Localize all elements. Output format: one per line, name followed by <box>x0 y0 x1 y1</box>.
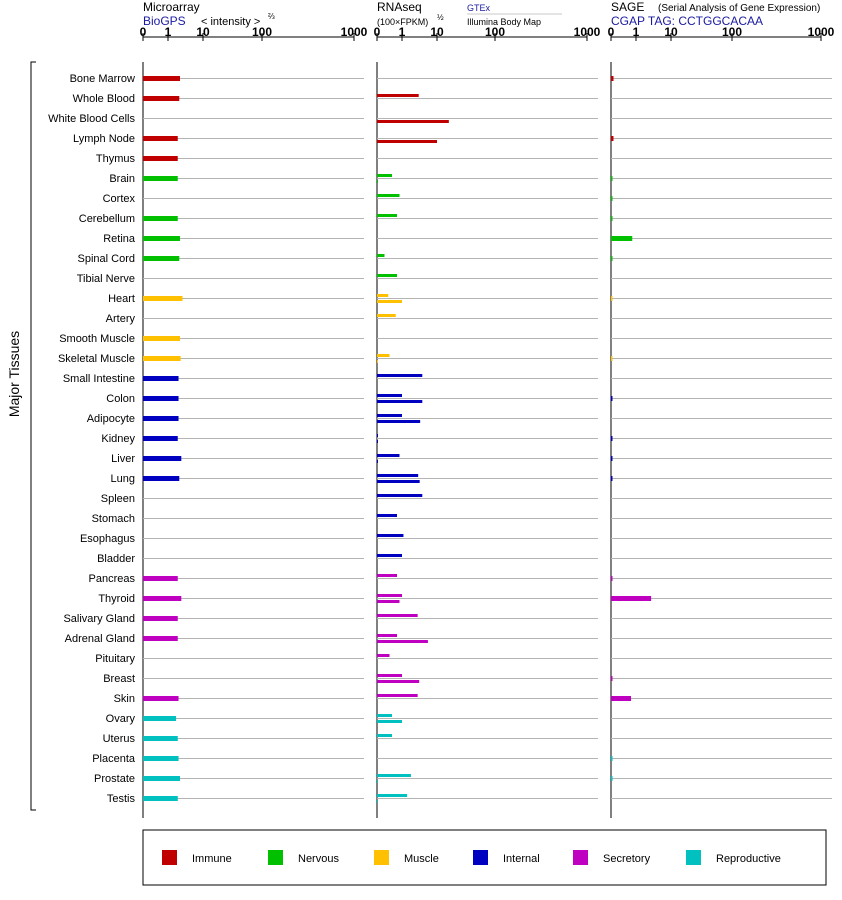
bar-gtex-ovary <box>377 714 392 717</box>
bar-microarray-adrenal-gland <box>143 636 178 641</box>
panel-title-sage: SAGE <box>611 0 645 14</box>
bar-sage-retina <box>611 236 632 241</box>
bar-sage-colon <box>611 396 613 401</box>
tissue-label-retina: Retina <box>103 233 135 245</box>
panel-unit-microarray: < intensity > <box>201 16 261 28</box>
y-axis-label: Major Tissues <box>6 330 22 418</box>
bar-ibm-skeletal-muscle <box>377 360 378 363</box>
bar-microarray-ovary <box>143 716 176 721</box>
bar-gtex-prostate <box>377 774 411 777</box>
tissue-label-heart: Heart <box>108 293 135 305</box>
legend-label-nervous: Nervous <box>298 853 339 865</box>
legend-swatch-internal <box>473 850 488 865</box>
tissue-label-testis: Testis <box>106 793 135 805</box>
axis-tick-label-microarray-1000: 1000 <box>340 25 368 39</box>
bar-microarray-adipocyte <box>143 416 179 421</box>
tissue-label-spinal-cord: Spinal Cord <box>77 253 135 265</box>
axis-tick-label-rnaseq-10: 10 <box>430 25 444 39</box>
legend-label-internal: Internal <box>503 853 540 865</box>
bar-microarray-pancreas <box>143 576 178 581</box>
tissue-label-colon: Colon <box>106 393 135 405</box>
bar-ibm-colon <box>377 400 422 403</box>
tissue-label-bladder: Bladder <box>97 553 135 565</box>
bar-microarray-smooth-muscle <box>143 336 180 341</box>
bar-sage-thyroid <box>611 596 651 601</box>
bar-microarray-prostate <box>143 776 180 781</box>
bar-microarray-retina <box>143 236 180 241</box>
bar-microarray-cerebellum <box>143 216 178 221</box>
bar-sage-brain <box>611 176 613 181</box>
bar-gtex-salivary-gland <box>377 614 418 617</box>
bar-gtex-thyroid <box>377 594 402 597</box>
tissue-label-liver: Liver <box>111 453 135 465</box>
tissue-label-bone-marrow: Bone Marrow <box>69 73 135 85</box>
bar-gtex-spinal-cord <box>377 254 385 257</box>
bar-gtex-lung <box>377 474 418 477</box>
legend-label-secretory: Secretory <box>603 853 651 865</box>
legend-swatch-secretory <box>573 850 588 865</box>
bar-ibm-adrenal-gland <box>377 640 428 643</box>
bar-ibm-testis <box>377 800 378 803</box>
legend-swatch-nervous <box>268 850 283 865</box>
bar-microarray-brain <box>143 176 178 181</box>
bar-gtex-bladder <box>377 554 402 557</box>
axis-tick-label-rnaseq-100: 100 <box>484 25 506 39</box>
bar-ibm-lung <box>377 480 420 483</box>
bar-sage-kidney <box>611 436 613 441</box>
axis-tick-label-sage-10: 10 <box>664 25 678 39</box>
tissue-label-brain: Brain <box>109 173 135 185</box>
bar-gtex-heart <box>377 294 388 297</box>
tissue-label-ovary: Ovary <box>105 713 135 725</box>
bar-gtex-testis <box>377 794 407 797</box>
axis-tick-label-sage-0: 0 <box>607 25 615 39</box>
legend-swatch-reproductive <box>686 850 701 865</box>
panel-source-cgap: CGAP TAG: CCTGGCACAA <box>611 14 764 28</box>
tissue-label-thyroid: Thyroid <box>98 593 135 605</box>
panel-unit-exp-rnaseq: ½ <box>437 13 444 22</box>
panel-source-biogps: BioGPS <box>143 14 186 28</box>
legend-swatch-muscle <box>374 850 389 865</box>
bar-microarray-liver <box>143 456 181 461</box>
y-axis-bracket <box>31 62 36 810</box>
bar-sage-bone-marrow <box>611 76 614 81</box>
bar-ibm-breast <box>377 680 419 683</box>
tissue-label-smooth-muscle: Smooth Muscle <box>59 333 135 345</box>
bar-gtex-whole-blood <box>377 94 419 97</box>
bar-sage-lung <box>611 476 613 481</box>
bar-microarray-colon <box>143 396 179 401</box>
bar-gtex-liver <box>377 454 400 457</box>
tissue-label-tibial-nerve: Tibial Nerve <box>76 273 135 285</box>
tissue-label-uterus: Uterus <box>102 733 135 745</box>
tissue-label-prostate: Prostate <box>94 773 135 785</box>
bar-ibm-lymph-node <box>377 140 437 143</box>
bar-gtex-brain <box>377 174 392 177</box>
bar-microarray-heart <box>143 296 183 301</box>
bar-gtex-cerebellum <box>377 214 397 217</box>
bar-sage-skin <box>611 696 631 701</box>
bar-sage-cortex <box>611 196 613 201</box>
tissue-label-cortex: Cortex <box>102 193 135 205</box>
bar-gtex-skeletal-muscle <box>377 354 390 357</box>
tissue-label-lung: Lung <box>110 473 135 485</box>
tissue-label-skin: Skin <box>113 693 135 705</box>
bar-sage-prostate <box>611 776 613 781</box>
bar-gtex-esophagus <box>377 534 403 537</box>
tissue-label-salivary-gland: Salivary Gland <box>63 613 135 625</box>
bar-gtex-stomach <box>377 514 397 517</box>
bar-microarray-lung <box>143 476 179 481</box>
axis-tick-label-sage-1000: 1000 <box>807 25 835 39</box>
panel-source-gtex: GTEx <box>467 3 491 13</box>
panel-unit-rnaseq: (100×FPKM) <box>377 17 429 27</box>
panel-title-rnaseq: RNAseq <box>377 0 422 14</box>
legend-label-immune: Immune <box>192 853 232 865</box>
bar-sage-breast <box>611 676 613 681</box>
axis-tick-label-microarray-0: 0 <box>139 25 147 39</box>
bar-gtex-kidney <box>377 434 378 437</box>
bar-microarray-lymph-node <box>143 136 178 141</box>
panel-source-illumina: Illumina Body Map <box>467 17 542 27</box>
bar-gtex-spleen <box>377 494 422 497</box>
tissue-label-thymus: Thymus <box>95 153 135 165</box>
bar-gtex-colon <box>377 394 402 397</box>
bar-ibm-prostate <box>377 780 378 783</box>
tissue-label-whole-blood: Whole Blood <box>72 93 135 105</box>
bar-sage-placenta <box>611 756 613 761</box>
tissue-label-pituitary: Pituitary <box>95 653 135 665</box>
bar-gtex-adrenal-gland <box>377 634 397 637</box>
bar-microarray-whole-blood <box>143 96 179 101</box>
bar-microarray-skeletal-muscle <box>143 356 181 361</box>
bar-microarray-thyroid <box>143 596 181 601</box>
legend-label-muscle: Muscle <box>404 853 439 865</box>
bar-sage-cerebellum <box>611 216 613 221</box>
bar-gtex-adipocyte <box>377 414 402 417</box>
bar-sage-heart <box>611 296 613 301</box>
bar-microarray-testis <box>143 796 178 801</box>
bar-ibm-kidney <box>377 440 378 443</box>
bar-ibm-adipocyte <box>377 420 420 423</box>
tissue-label-adrenal-gland: Adrenal Gland <box>64 633 135 645</box>
bar-microarray-spinal-cord <box>143 256 179 261</box>
header <box>143 0 820 28</box>
bar-ibm-white-blood-cells <box>377 120 449 123</box>
legend-swatch-immune <box>162 850 177 865</box>
bar-gtex-uterus <box>377 734 392 737</box>
bar-gtex-skin <box>377 694 418 697</box>
tissue-label-esophagus: Esophagus <box>79 533 135 545</box>
axis-tick-label-rnaseq-1: 1 <box>398 25 406 39</box>
tissue-label-kidney: Kidney <box>101 433 135 445</box>
tissue-label-white-blood-cells: White Blood Cells <box>48 113 135 125</box>
tissue-label-stomach: Stomach <box>91 513 135 525</box>
bar-ibm-heart <box>377 300 402 303</box>
legend-label-reproductive: Reproductive <box>716 853 781 865</box>
bar-gtex-artery <box>377 314 396 317</box>
tissue-label-pancreas: Pancreas <box>88 573 135 585</box>
axis-tick-label-microarray-10: 10 <box>196 25 210 39</box>
tissue-label-artery: Artery <box>105 313 135 325</box>
bar-gtex-small-intestine <box>377 374 422 377</box>
bar-gtex-pituitary <box>377 654 390 657</box>
bar-microarray-skin <box>143 696 179 701</box>
bar-sage-lymph-node <box>611 136 614 141</box>
axis-tick-label-microarray-1: 1 <box>164 25 172 39</box>
tissue-label-adipocyte: Adipocyte <box>86 413 135 425</box>
tissue-label-cerebellum: Cerebellum <box>78 213 135 225</box>
bar-microarray-thymus <box>143 156 178 161</box>
axis-tick-label-microarray-100: 100 <box>251 25 273 39</box>
bar-microarray-kidney <box>143 436 178 441</box>
bar-gtex-cortex <box>377 194 400 197</box>
axis-tick-label-rnaseq-1000: 1000 <box>573 25 601 39</box>
tissue-label-placenta: Placenta <box>92 753 135 765</box>
axis-tick-label-rnaseq-0: 0 <box>373 25 381 39</box>
tissue-label-small-intestine: Small Intestine <box>62 373 135 385</box>
panel-subtitle-sage: (Serial Analysis of Gene Expression) <box>658 3 821 14</box>
tissue-label-breast: Breast <box>103 673 135 685</box>
bar-microarray-uterus <box>143 736 178 741</box>
bar-ibm-thyroid <box>377 600 400 603</box>
panel-title-microarray: Microarray <box>143 0 200 14</box>
bar-sage-pancreas <box>611 576 613 581</box>
bar-sage-spinal-cord <box>611 256 613 261</box>
bar-sage-liver <box>611 456 613 461</box>
bar-gtex-breast <box>377 674 402 677</box>
bar-microarray-bone-marrow <box>143 76 180 81</box>
bar-ibm-ovary <box>377 720 402 723</box>
axis-tick-label-sage-100: 100 <box>721 25 743 39</box>
bar-sage-skeletal-muscle <box>611 356 613 361</box>
bar-gtex-pancreas <box>377 574 397 577</box>
bar-microarray-placenta <box>143 756 179 761</box>
bar-gtex-tibial-nerve <box>377 274 397 277</box>
panel-unit-exp-microarray: ⅔ <box>268 12 275 21</box>
tissue-label-skeletal-muscle: Skeletal Muscle <box>57 353 135 365</box>
tissue-label-lymph-node: Lymph Node <box>73 133 135 145</box>
axis-tick-label-sage-1: 1 <box>632 25 640 39</box>
bar-ibm-brain <box>377 180 378 183</box>
tissue-label-spleen: Spleen <box>100 493 135 505</box>
bar-ibm-liver <box>377 460 378 463</box>
bar-microarray-salivary-gland <box>143 616 178 621</box>
bar-microarray-small-intestine <box>143 376 179 381</box>
